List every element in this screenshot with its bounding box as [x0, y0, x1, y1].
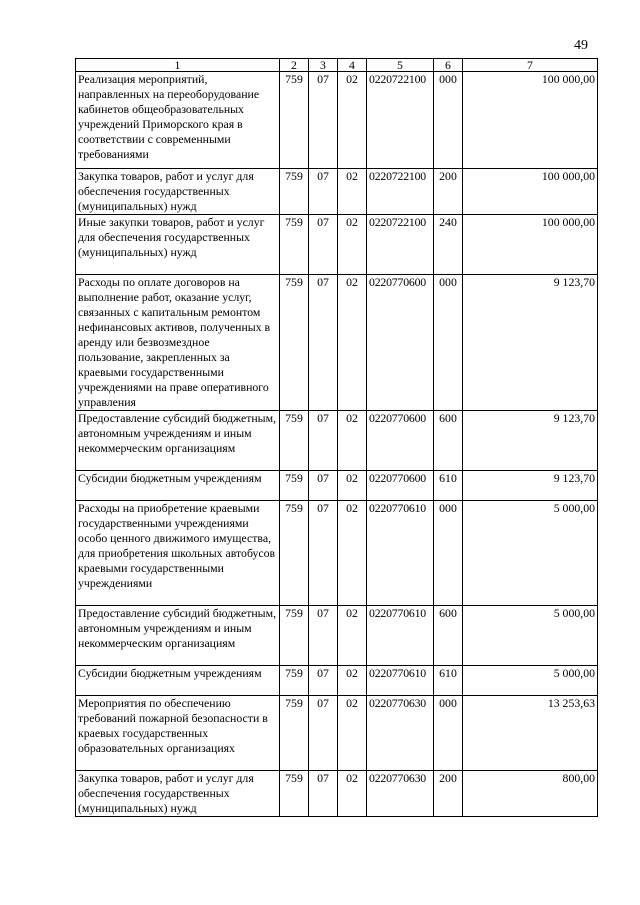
table-row [76, 771, 598, 817]
header-col-6: 6 [434, 59, 463, 72]
row-name: Субсидии бюджетным учреждениям [76, 666, 280, 696]
row-name: Иные закупки товаров, работ и услуг для обеспечения государственных (муниципальных) нужд [76, 215, 280, 275]
row-subsection-code: 02 [338, 501, 367, 606]
header-col-5: 5 [367, 59, 434, 72]
row-expense-type: 600 [434, 606, 463, 666]
row-target-article: 0220770600 [367, 471, 434, 501]
row-ministry-code: 759 [280, 275, 309, 411]
row-amount: 100 000,00 [463, 215, 598, 275]
row-section-code: 07 [309, 215, 338, 275]
row-target-article: 0220722100 [367, 169, 434, 215]
row-section-code: 07 [309, 696, 338, 771]
row-target-article: 0220770600 [367, 275, 434, 411]
row-amount: 5 000,00 [463, 501, 598, 606]
row-ministry-code: 759 [280, 501, 309, 606]
row-amount: 5 000,00 [463, 666, 598, 696]
row-target-article: 0220722100 [367, 72, 434, 169]
row-section-code: 07 [309, 606, 338, 666]
row-amount: 13 253,63 [463, 696, 598, 771]
row-ministry-code: 759 [280, 606, 309, 666]
header-col-4: 4 [338, 59, 367, 72]
row-section-code: 07 [309, 72, 338, 169]
row-section-code: 07 [309, 471, 338, 501]
row-expense-type: 610 [434, 666, 463, 696]
row-subsection-code: 02 [338, 471, 367, 501]
budget-table [75, 58, 598, 817]
row-ministry-code: 759 [280, 72, 309, 169]
row-section-code: 07 [309, 666, 338, 696]
header-col-7: 7 [463, 59, 598, 72]
row-subsection-code: 02 [338, 666, 367, 696]
row-subsection-code: 02 [338, 606, 367, 666]
row-amount: 9 123,70 [463, 411, 598, 471]
row-target-article: 0220770630 [367, 696, 434, 771]
header-col-3: 3 [309, 59, 338, 72]
row-name: Предоставление субсидий бюджетным, автономным учреждениям и иным некоммерческим организациям [76, 606, 280, 666]
row-ministry-code: 759 [280, 771, 309, 817]
page-number: 49 [574, 38, 588, 53]
row-name: Закупка товаров, работ и услуг для обеспечения государственных (муниципальных) нужд [76, 771, 280, 817]
row-target-article: 0220722100 [367, 215, 434, 275]
table-header-row [76, 59, 598, 72]
row-expense-type: 000 [434, 501, 463, 606]
row-ministry-code: 759 [280, 215, 309, 275]
row-expense-type: 000 [434, 72, 463, 169]
table-row [76, 275, 598, 411]
table-row [76, 501, 598, 606]
row-section-code: 07 [309, 501, 338, 606]
row-amount: 800,00 [463, 771, 598, 817]
row-ministry-code: 759 [280, 696, 309, 771]
row-amount: 100 000,00 [463, 72, 598, 169]
row-section-code: 07 [309, 169, 338, 215]
row-target-article: 0220770610 [367, 666, 434, 696]
row-target-article: 0220770610 [367, 606, 434, 666]
table-row [76, 696, 598, 771]
row-ministry-code: 759 [280, 471, 309, 501]
row-subsection-code: 02 [338, 169, 367, 215]
row-name: Предоставление субсидий бюджетным, автономным учреждениям и иным некоммерческим организациям [76, 411, 280, 471]
row-section-code: 07 [309, 411, 338, 471]
row-subsection-code: 02 [338, 696, 367, 771]
row-expense-type: 000 [434, 275, 463, 411]
table-row [76, 215, 598, 275]
table-row [76, 666, 598, 696]
row-ministry-code: 759 [280, 411, 309, 471]
table-row [76, 471, 598, 501]
row-amount: 5 000,00 [463, 606, 598, 666]
row-name: Закупка товаров, работ и услуг для обеспечения государственных (муниципальных) нужд [76, 169, 280, 215]
row-subsection-code: 02 [338, 215, 367, 275]
row-name: Субсидии бюджетным учреждениям [76, 471, 280, 501]
row-amount: 9 123,70 [463, 471, 598, 501]
row-name: Расходы на приобретение краевыми государственными учреждениями особо ценного движимого имущества, для приобретения школьных автобусов краевыми государственными учреждениями [76, 501, 280, 606]
row-expense-type: 240 [434, 215, 463, 275]
header-col-1: 1 [76, 59, 280, 72]
row-ministry-code: 759 [280, 169, 309, 215]
row-target-article: 0220770600 [367, 411, 434, 471]
row-amount: 100 000,00 [463, 169, 598, 215]
row-expense-type: 600 [434, 411, 463, 471]
row-ministry-code: 759 [280, 666, 309, 696]
row-expense-type: 610 [434, 471, 463, 501]
row-expense-type: 000 [434, 696, 463, 771]
row-name: Мероприятия по обеспечению требований пожарной безопасности в краевых государственных образовательных организациях [76, 696, 280, 771]
table-row [76, 606, 598, 666]
row-subsection-code: 02 [338, 72, 367, 169]
row-name: Расходы по оплате договоров на выполнение работ, оказание услуг, связанных с капитальным ремонтом нефинансовых активов, полученных в аренду или безвозмездное пользование, закрепленных за краевыми государственными учреждениями на праве оперативного управления [76, 275, 280, 411]
row-expense-type: 200 [434, 771, 463, 817]
row-subsection-code: 02 [338, 771, 367, 817]
row-expense-type: 200 [434, 169, 463, 215]
header-col-2: 2 [280, 59, 309, 72]
table-row [76, 72, 598, 169]
table-row [76, 169, 598, 215]
row-subsection-code: 02 [338, 275, 367, 411]
row-section-code: 07 [309, 275, 338, 411]
row-subsection-code: 02 [338, 411, 367, 471]
row-section-code: 07 [309, 771, 338, 817]
row-target-article: 0220770630 [367, 771, 434, 817]
row-target-article: 0220770610 [367, 501, 434, 606]
row-amount: 9 123,70 [463, 275, 598, 411]
table-row [76, 411, 598, 471]
row-name: Реализация мероприятий, направленных на переоборудование кабинетов общеобразовательных учреждений Приморского края в соответствии с современными требованиями [76, 72, 280, 169]
